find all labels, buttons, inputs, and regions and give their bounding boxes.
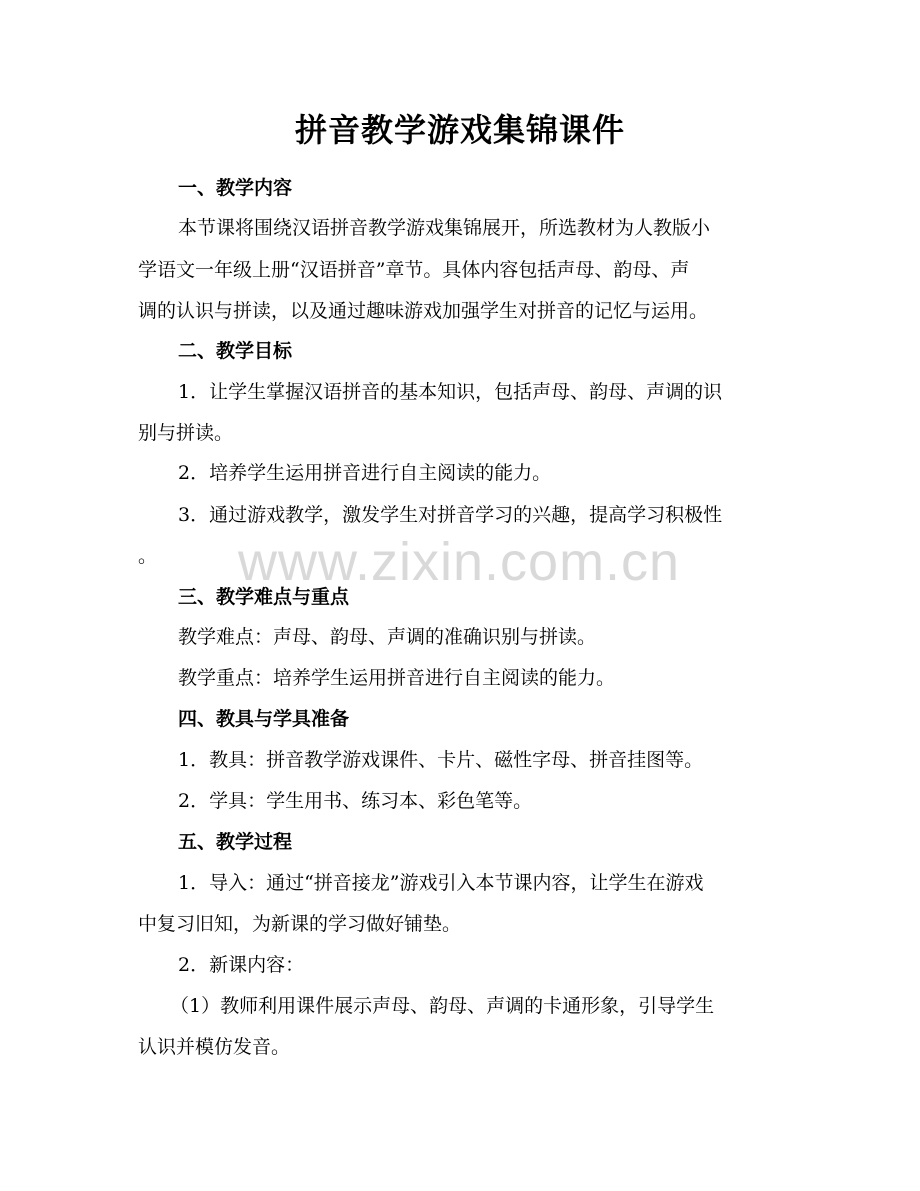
list-item-continuation: 别与拼读。 xyxy=(138,422,234,444)
paragraph-line: 调的认识与拼读，以及通过趣味游戏加强学生对拼音的记忆与运用。 xyxy=(138,300,709,322)
document-title: 拼音教学游戏集锦课件 xyxy=(294,111,625,149)
list-item: 1．导入：通过“拼音接龙”游戏引入本节课内容，让学生在游戏 xyxy=(178,872,704,894)
list-item: 1．教具：拼音教学游戏课件、卡片、磁性字母、拼音挂图等。 xyxy=(178,749,704,771)
list-item-continuation: 认识并模仿发音。 xyxy=(138,1036,291,1058)
list-item: 2．学具：学生用书、练习本、彩色笔等。 xyxy=(178,790,533,812)
section-heading-objectives: 二、教学目标 xyxy=(178,340,293,362)
list-item: 2．新课内容： xyxy=(178,954,305,976)
paragraph-line: 本节课将围绕汉语拼音教学游戏集锦展开，所选教材为人教版小 xyxy=(178,217,711,239)
section-heading-materials: 四、教具与学具准备 xyxy=(178,708,350,730)
paragraph-line: 教学重点：培养学生运用拼音进行自主阅读的能力。 xyxy=(178,667,616,689)
list-item-continuation: 中复习旧知，为新课的学习做好铺垫。 xyxy=(138,913,462,935)
section-heading-difficulties: 三、教学难点与重点 xyxy=(178,586,350,608)
section-heading-content: 一、教学内容 xyxy=(178,177,293,199)
section-heading-process: 五、教学过程 xyxy=(178,831,293,853)
paragraph-line: 学语文一年级上册“汉语拼音”章节。具体内容包括声母、韵母、声 xyxy=(138,259,690,281)
list-item: 2．培养学生运用拼音进行自主阅读的能力。 xyxy=(178,462,552,484)
list-item-continuation: 。 xyxy=(138,545,158,567)
list-item: 1．让学生掌握汉语拼音的基本知识，包括声母、韵母、声调的识 xyxy=(178,381,723,403)
watermark: www.zixin.com.cn xyxy=(238,532,681,592)
paragraph-line: 教学难点：声母、韵母、声调的准确识别与拼读。 xyxy=(178,626,597,648)
list-item: （1）教师利用课件展示声母、韵母、声调的卡通形象，引导学生 xyxy=(170,995,715,1017)
list-item: 3．通过游戏教学，激发学生对拼音学习的兴趣，提高学习积极性 xyxy=(178,504,723,526)
